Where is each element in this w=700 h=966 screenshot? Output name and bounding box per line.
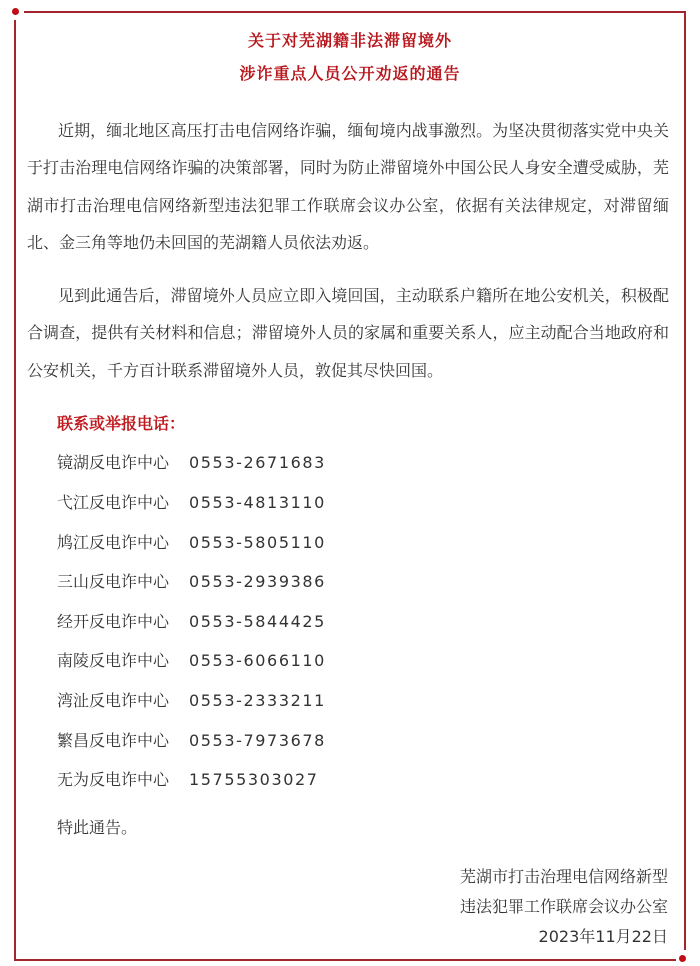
contact-item	[57, 770, 319, 790]
contact-center-name: 镜湖反电诈中心	[57, 453, 170, 472]
contact-center-name: 无为反电诈中心	[57, 770, 170, 789]
contact-item	[57, 493, 326, 513]
contact-phone: 0553-2939386	[189, 572, 326, 591]
contact-item	[57, 651, 326, 671]
frame-dot-top-left	[12, 8, 19, 15]
contact-heading: 联系或举报电话：	[57, 414, 186, 433]
signature-issuer-line-1: 芜湖市打击治理电信网络新型	[459, 867, 668, 886]
contact-phone: 0553-5805110	[189, 533, 326, 552]
signature-date: 2023年11月22日	[538, 927, 668, 946]
contact-item	[57, 731, 326, 751]
closing-statement: 特此通告。	[57, 818, 138, 837]
contact-phone: 0553-5844425	[189, 612, 326, 631]
signature-issuer-line-2: 违法犯罪工作联席会议办公室	[459, 897, 668, 916]
frame-right-line	[684, 11, 686, 950]
contact-item	[57, 533, 326, 553]
contact-center-name: 弋江反电诈中心	[57, 493, 170, 512]
contact-center-name: 南陵反电诈中心	[57, 651, 170, 670]
frame-bottom-line	[14, 959, 676, 961]
contact-phone: 15755303027	[189, 770, 319, 789]
contact-center-name: 三山反电诈中心	[57, 572, 170, 591]
frame-top-line	[24, 11, 685, 13]
contact-item	[57, 691, 326, 711]
contact-item	[57, 612, 326, 632]
contact-item	[57, 572, 326, 592]
contact-center-name: 经开反电诈中心	[57, 612, 170, 631]
frame-left-line	[14, 20, 16, 960]
body-paragraph-1: 近期，缅北地区高压打击电信网络诈骗，缅甸境内战事激烈。为坚决贯彻落实党中央关于打击治理电信网络诈骗的决策部署，同时为防止滞留境外中国公民人身安全遭受威胁，芜湖市打击治理电信网络新型违法犯罪工作联席会议办公室，依据有关法律规定，对滞留缅北、金三角等地仍未回国的芜湖籍人员依法劝返。	[27, 121, 669, 252]
frame-dot-bottom-right	[679, 955, 686, 962]
contact-phone: 0553-2671683	[189, 453, 326, 472]
contact-phone: 0553-2333211	[189, 691, 326, 710]
contact-center-name: 湾沚反电诈中心	[57, 691, 170, 710]
contact-phone: 0553-7973678	[189, 731, 326, 750]
contact-item	[57, 453, 326, 473]
notice-title-line-2: 涉诈重点人员公开劝返的通告	[239, 64, 461, 83]
contact-center-name: 繁昌反电诈中心	[57, 731, 170, 750]
contact-center-name: 鸠江反电诈中心	[57, 533, 170, 552]
contact-phone: 0553-4813110	[189, 493, 326, 512]
contact-phone: 0553-6066110	[189, 651, 326, 670]
body-paragraph-2: 见到此通告后，滞留境外人员应立即入境回国，主动联系户籍所在地公安机关，积极配合调查，提供有关材料和信息；滞留境外人员的家属和重要关系人，应主动配合当地政府和公安机关，千方百计联系滞留境外人员，敦促其尽快回国。	[27, 286, 669, 380]
notice-title-line-1: 关于对芜湖籍非法滞留境外	[247, 31, 452, 50]
